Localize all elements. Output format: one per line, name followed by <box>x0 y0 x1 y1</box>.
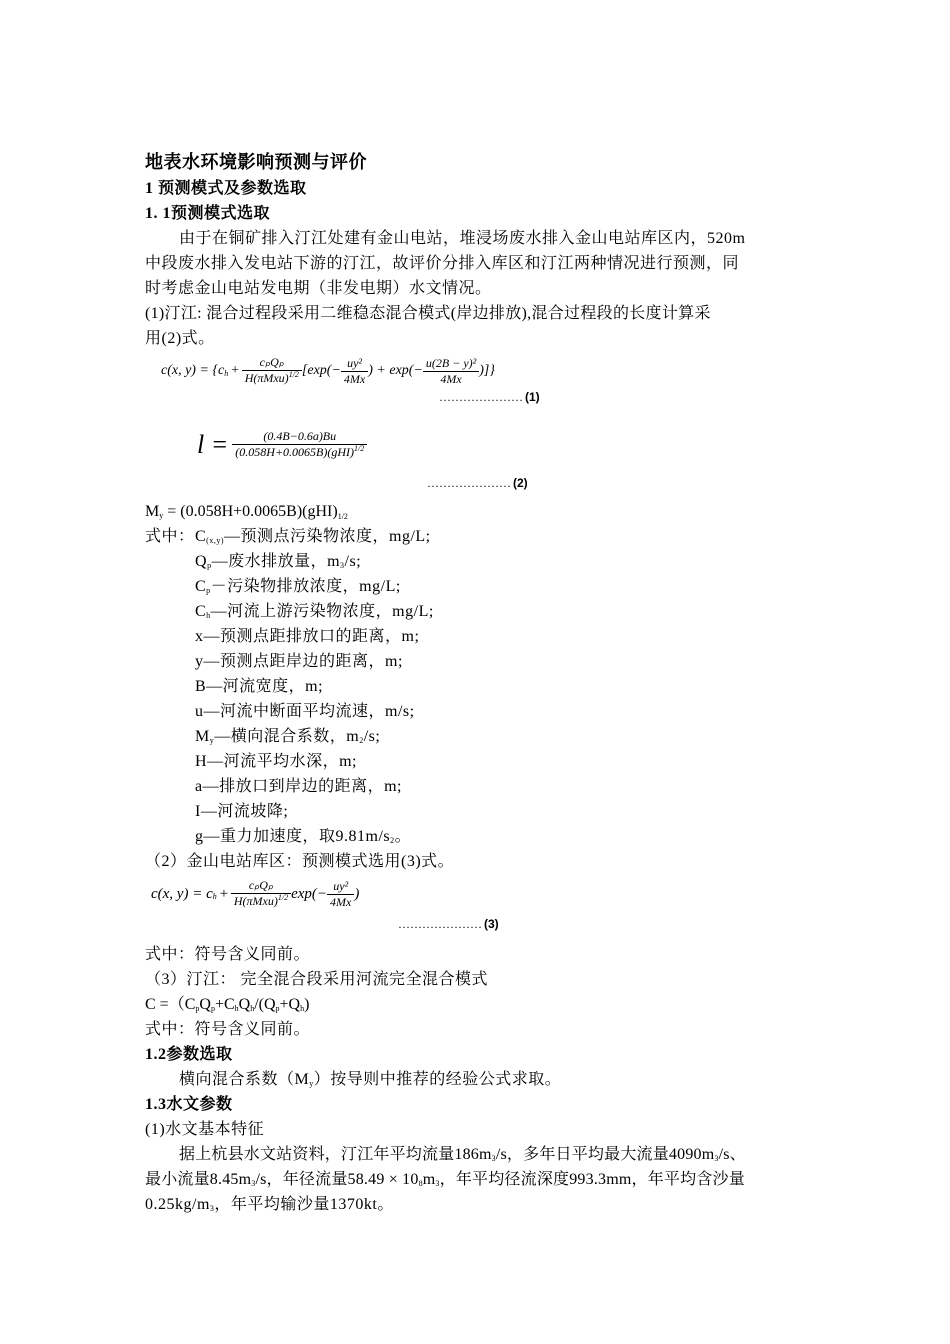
eq1-f3-num: u(2B − y)² <box>423 356 479 372</box>
definition-symbol-sub: (x,y) <box>206 536 224 545</box>
case-1-line-1: (1)汀江: 混合过程段采用二维稳态混合模式(岸边排放),混合过程段的长度计算采 <box>145 305 711 322</box>
definition-row <box>145 724 810 749</box>
mix-s5: p <box>275 1004 280 1013</box>
definition-symbol: C <box>195 578 207 595</box>
eq1-f1-num: cₚQₚ <box>242 355 302 371</box>
mix-g: ) <box>304 996 310 1013</box>
eq3-mid: exp(− <box>291 885 328 902</box>
eq2-num: (0.4B−0.6a)Bu <box>232 429 367 445</box>
hydro-1s1: 3 <box>491 1154 496 1163</box>
eq1-fraction-3 <box>423 356 479 387</box>
section-1-heading: 1 预测模式及参数选取 <box>145 180 307 197</box>
my-formula <box>145 499 810 524</box>
definition-row <box>145 774 810 799</box>
eq3-f2-num: uy² <box>327 879 354 895</box>
hydro-line-3 <box>145 1192 810 1217</box>
eq3-num: cₚQₚ <box>231 878 291 894</box>
document-title: 地表水环境影响预测与评价 <box>145 152 367 172</box>
eq3-dots: ………………… <box>398 917 482 931</box>
definition-row <box>145 624 810 649</box>
definition-text: —重力加速度，取9.81m/s <box>203 828 391 845</box>
eq3-den-sup: 1/2 <box>277 893 289 902</box>
mix-s1: p <box>195 1004 200 1013</box>
equation-1 <box>145 351 810 415</box>
definition-row <box>145 674 810 699</box>
eq3-f2-den: 4Mx <box>330 894 352 909</box>
document-page <box>145 148 810 1217</box>
definition-symbol: u <box>195 703 204 720</box>
hydro-2s1: 3 <box>251 1179 256 1188</box>
eq2-den-sup: 1/2 <box>354 444 365 453</box>
section-1-3-heading: 1.3水文参数 <box>145 1096 233 1113</box>
definition-symbol: I <box>195 803 201 820</box>
eq1-mid2: ) + exp(− <box>368 363 423 378</box>
intro-line-2: 中段废水排入发电站下游的汀江，故评价分排入库区和汀江两种情况进行预测，同 <box>145 255 740 272</box>
same-meaning-2: 式中：符号含义同前。 <box>145 1021 311 1038</box>
eq3-sub-h: h <box>212 891 217 901</box>
eq3-plus: + <box>218 885 229 902</box>
mix-a: C =（C <box>145 996 196 1013</box>
eq3-fraction-2 <box>327 879 354 910</box>
mix-s6: h <box>300 1004 305 1013</box>
definition-text-tail: /s; <box>363 728 381 745</box>
eq3-den-wrap <box>231 894 291 910</box>
definition-symbol-sub: p <box>207 561 212 570</box>
definition-text: —预测点距排放口的距离，m; <box>203 628 420 645</box>
definition-unit-sub: 2 <box>359 736 364 745</box>
mix-formula <box>145 992 810 1017</box>
hydro-2d: ，年平均径流深度993.3mm，年平均含沙量 <box>439 1171 745 1188</box>
mix-b: Q <box>199 996 211 1013</box>
case-3-line: （3）汀江： 完全混合段采用河流完全混合模式 <box>145 971 489 988</box>
definition-text: —河流中断面平均流速，m/s; <box>203 703 415 720</box>
mix-e: /(Q <box>254 996 276 1013</box>
definition-symbol: B <box>195 678 207 695</box>
equation-3 <box>145 874 810 942</box>
eq1-f2-den: 4Mx <box>343 371 366 386</box>
intro-line-3: 时考虑金山电站发电期（非发电期）水文情况。 <box>145 280 492 297</box>
hydro-line-1 <box>145 1142 810 1167</box>
my-formula-sub: y <box>159 511 164 520</box>
definition-row <box>145 524 810 549</box>
mix-c: +C <box>214 996 235 1013</box>
definition-symbol-sub: h <box>206 611 211 620</box>
hydro-1s2: 3 <box>714 1154 719 1163</box>
case-2-line: （2）金山电站库区：预测模式选用(3)式。 <box>145 853 455 870</box>
definition-symbol: x <box>195 628 204 645</box>
hydro-2b: /s，年径流量58.49 × 10 <box>255 1171 419 1188</box>
eq1-fraction-2 <box>341 356 368 387</box>
eq2-den-wrap <box>232 445 367 461</box>
definition-text: —横向混合系数，m <box>214 728 360 745</box>
definition-text: —河流坡降; <box>200 803 289 820</box>
hydro-3a: 0.25kg/m <box>145 1196 210 1213</box>
eq1-fraction-1 <box>242 355 302 387</box>
definition-unit-sub: 3 <box>340 561 345 570</box>
case-1-line-2: 用(2)式。 <box>145 330 215 347</box>
hydro-2c: m <box>422 1171 436 1188</box>
definition-symbol: a <box>195 778 203 795</box>
eq1-plus: + <box>230 363 240 378</box>
definition-row <box>145 799 810 824</box>
param-sub: y <box>309 1079 314 1088</box>
section-1-1-heading: 1. 1预测模式选取 <box>145 205 271 222</box>
param-a: 横向混合系数（M <box>179 1071 310 1088</box>
eq3-end: ) <box>354 885 360 902</box>
hydro-3s1: 3 <box>209 1204 215 1213</box>
eq2-dots: ………………… <box>427 476 511 490</box>
definition-text-tail: /s; <box>344 553 362 570</box>
equation-2 <box>145 415 810 499</box>
my-formula-sup: 1/2 <box>337 512 348 521</box>
hydro-line-2 <box>145 1167 810 1192</box>
definition-text: —河流平均水深，m; <box>207 753 357 770</box>
hydro-1a: 据上杭县水文站资料，汀江年平均流量186m <box>179 1146 492 1163</box>
definitions-intro: 式中： <box>145 528 195 545</box>
definition-text: —河流宽度，m; <box>206 678 324 695</box>
eq1-end: )]} <box>479 363 495 378</box>
mix-s4: h <box>250 1004 255 1013</box>
definition-text: —预测点污染物浓度，mg/L; <box>224 528 431 545</box>
param-b: ）按导则中推荐的经验公式求取。 <box>313 1071 562 1088</box>
definition-symbol: y <box>195 653 204 670</box>
hydro-1c: /s、 <box>718 1146 746 1163</box>
definition-row <box>145 749 810 774</box>
definition-text: —河流上游污染物浓度，mg/L; <box>210 603 434 620</box>
hydro-1b: /s，多年日平均最大流量4090m <box>495 1146 715 1163</box>
definition-text-tail: 。 <box>394 828 412 845</box>
definition-text: —废水排放量，m <box>211 553 341 570</box>
definition-row <box>145 599 810 624</box>
definition-row <box>145 574 810 599</box>
hydro-2s3: 3 <box>435 1179 440 1188</box>
eq2-lhs: l = <box>197 430 229 459</box>
definition-text: －污染物排放浓度，mg/L; <box>210 578 401 595</box>
eq3-number: (3) <box>484 917 499 931</box>
eq1-f1-den-wrap <box>242 371 302 387</box>
definition-row <box>145 699 810 724</box>
definition-row <box>145 649 810 674</box>
hydro-3b: ，年平均输沙量1370kt。 <box>214 1196 394 1213</box>
my-formula-a: M <box>145 503 160 520</box>
definition-symbol: C <box>195 528 207 545</box>
definition-symbol-sub: p <box>206 586 211 595</box>
eq3-fraction-1 <box>231 878 291 910</box>
definition-text: —排放口到岸边的距离，m; <box>202 778 403 795</box>
definition-text: —预测点距岸边的距离，m; <box>203 653 403 670</box>
mix-s2: p <box>210 1004 215 1013</box>
definition-symbol: Q <box>195 553 208 570</box>
my-formula-b: = (0.058H+0.0065B)(gHI) <box>163 503 338 520</box>
eq1-mid: [exp(− <box>301 363 341 378</box>
eq1-dots: ………………… <box>439 390 523 404</box>
definition-symbol: C <box>195 603 207 620</box>
eq2-number: (2) <box>513 476 528 490</box>
eq1-lhs: c(x, y) = {c <box>161 363 225 378</box>
eq1-sub-h: h <box>224 368 229 378</box>
hydro-2a: 最小流量8.45m <box>145 1171 252 1188</box>
definition-symbol: M <box>195 728 210 745</box>
hydro-2s2: 8 <box>418 1179 423 1188</box>
param-line <box>145 1067 810 1092</box>
same-meaning-1: 式中：符号含义同前。 <box>145 946 311 963</box>
mix-f: +Q <box>279 996 301 1013</box>
eq2-den: (0.058H+0.0065B)(gHI) <box>235 445 355 459</box>
section-1-2-heading: 1.2参数选取 <box>145 1046 233 1063</box>
mix-d: Q <box>238 996 251 1013</box>
definition-symbol: H <box>195 753 208 770</box>
definition-symbol: g <box>195 828 204 845</box>
eq3-den: H(πMxu) <box>233 894 278 908</box>
eq1-f2-num: uy² <box>341 356 368 372</box>
definition-unit-sub: 2 <box>390 836 395 845</box>
eq1-f1-den-sup: 1/2 <box>288 370 299 379</box>
eq1-f1-den: H(πMxu) <box>244 371 289 385</box>
definitions-list <box>145 524 810 849</box>
definition-row <box>145 549 810 574</box>
eq3-lhs: c(x, y) = c <box>151 885 213 902</box>
eq2-fraction <box>232 429 367 461</box>
definition-row <box>145 824 810 849</box>
definition-symbol-sub: y <box>209 736 215 745</box>
hydro-subheading: (1)水文基本特征 <box>145 1121 265 1138</box>
eq1-number: (1) <box>525 390 540 404</box>
eq1-f3-den: 4Mx <box>440 371 462 386</box>
intro-line-1: 由于在铜矿排入汀江处建有金山电站，堆浸场废水排入金山电站库区内，520m <box>179 230 746 247</box>
mix-s3: h <box>234 1004 239 1013</box>
